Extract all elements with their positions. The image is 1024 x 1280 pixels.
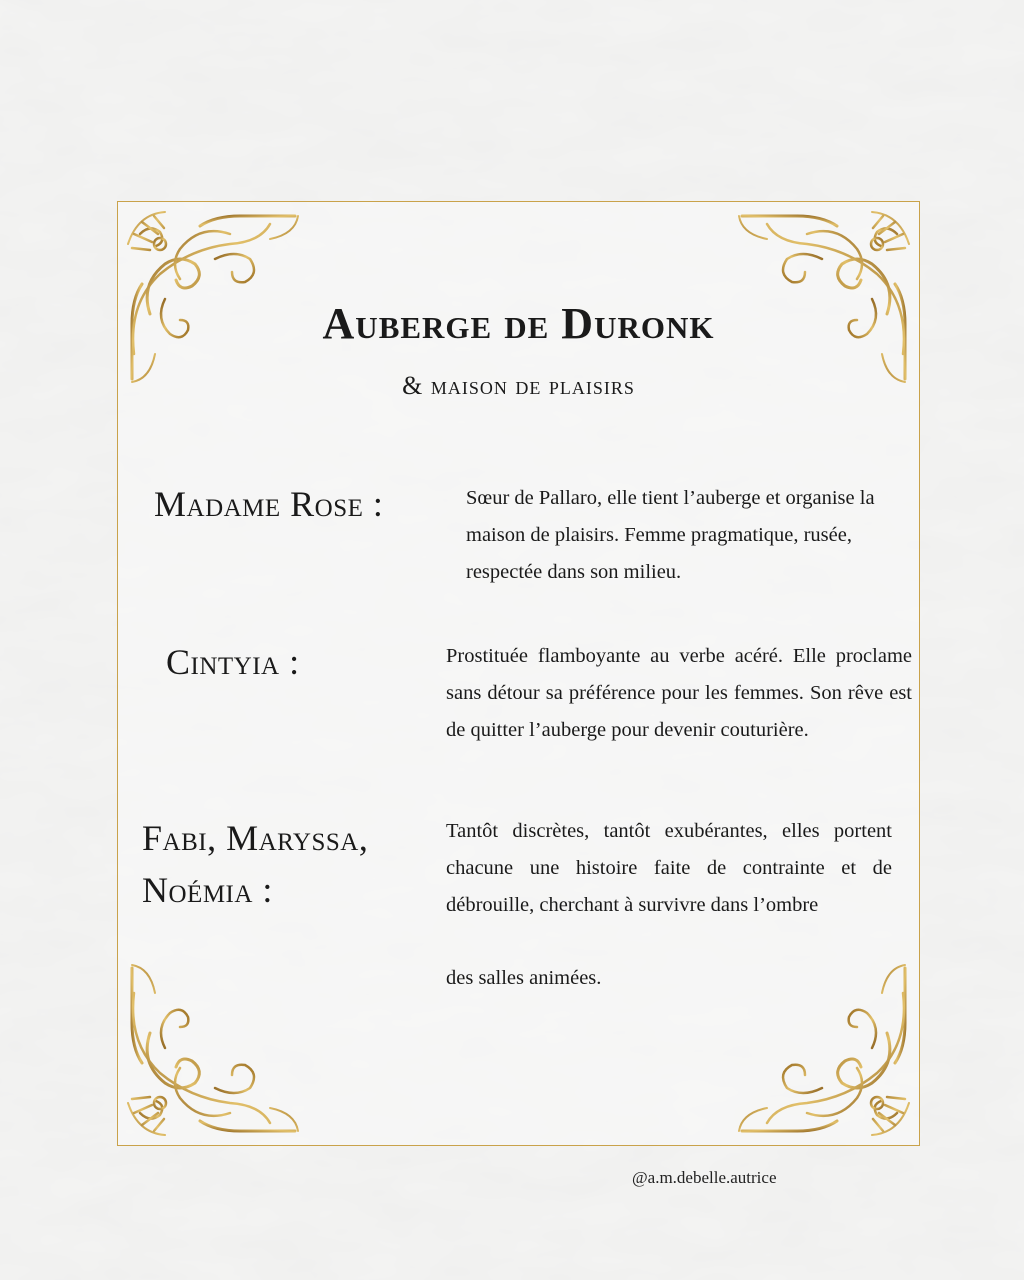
corner-ornament-bottom-left — [120, 963, 300, 1143]
page-subtitle: & maison de plaisirs — [402, 371, 635, 400]
character-name-noemia: Noémia : — [142, 870, 273, 910]
character-name-cintyia: Cintyia : — [166, 642, 300, 682]
character-description-madame-rose: Sœur de Pallaro, elle tient l’auberge et organise la maison de plaisirs. Femme pragmatique, rusée, respectée dans son milieu. — [466, 487, 875, 583]
character-name-madame-rose: Madame Rose : — [154, 484, 384, 524]
page-title: Auberge de Duronk — [322, 299, 715, 348]
corner-ornament-top-left — [120, 204, 300, 384]
character-description-group-tail: des salles animées. — [446, 967, 602, 989]
corner-ornament-top-right — [737, 204, 917, 384]
author-credit: @a.m.debelle.autrice — [632, 1168, 777, 1187]
character-description-cintyia: Prostituée flamboyante au verbe acéré. Elle proclame sans détour sa préférence pour les femmes. Son rêve est de quitter l’auberge pour devenir couturière. — [446, 645, 912, 741]
character-name-fabi-maryssa: Fabi, Maryssa, — [142, 818, 369, 858]
character-description-group: Tantôt discrètes, tantôt exubérantes, elles portent chacune une histoire faite de contrainte et de débrouille, cherchant à survivre dans l’ombre — [446, 820, 892, 916]
